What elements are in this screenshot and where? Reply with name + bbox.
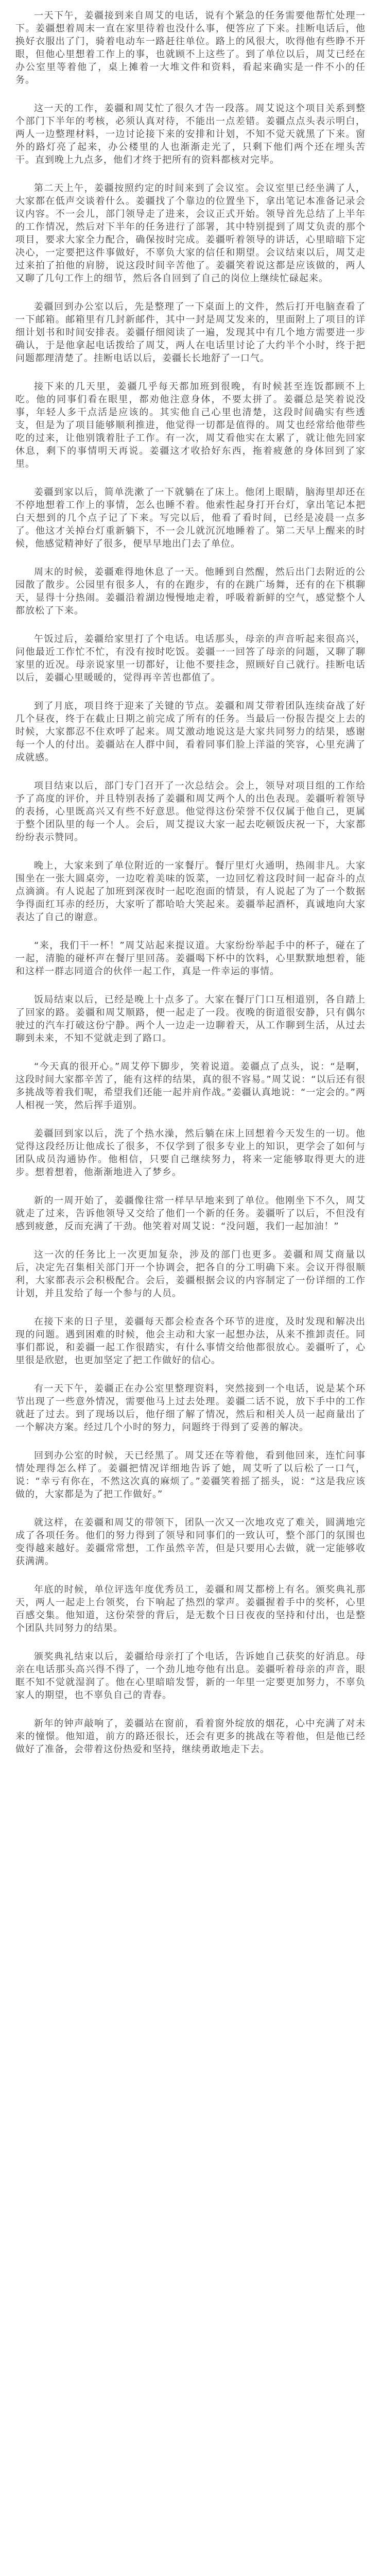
- paragraph: 项目结束以后，部门专门召开了一次总结会。会上，领导对项目组的工作给予了高度的评价，并且特别表扬了姜疆和周艾两个人的出色表现。姜疆听着领导的表扬，心里既高兴又有些不好意思。他觉得这份荣誉不仅仅属于他自己，更属于整个团队里的每一个人。会后，周艾提议大家一起去吃顿饭庆祝一下，大家都纷纷表示赞同。: [15, 781, 366, 843]
- paragraph: 姜疆回到家以后，洗了个热水澡，然后躺在床上回想着今天发生的一切。他觉得这段经历让他成长了很多，不仅学到了很多专业上的知识，更学会了如何与团队成员沟通协作。他相信，只要自己继续努力，将来一定能够取得更大的进步。想着想着，他渐渐地进入了梦乡。: [15, 1128, 366, 1178]
- paragraph: 午饭过后，姜疆给家里打了个电话。电话那头，母亲的声音听起来很高兴，问他最近工作忙不忙，有没有按时吃饭。姜疆一一回答了母亲的问题，又聊了聊家里的近况。母亲说家里一切都好，让他不要挂念，照顾好自己就行。挂断电话以后，姜疆心里暖暖的，觉得再辛苦也都值了。: [15, 634, 366, 683]
- paragraph: 接下来的几天里，姜疆几乎每天都加班到很晚，有时候甚至连饭都顾不上吃。他的同事们看在眼里，都劝他注意身体，不要太拼了。姜疆总是笑着说没事，年轻人多干点活是应该的。其实他自己心里也清楚，这段时间确实有些透支，但是为了项目能够顺利推进，他觉得一切都是值得的。周艾也经常给他带些吃的过来，让他别饿着肚子工作。有一次，周艾看他实在太累了，就让他先回家休息，剩下的事情明天再说。姜疆这才收拾好东西，拖着疲惫的身体回到了家里。: [15, 381, 366, 469]
- paragraph: 第二天上午，姜疆按照约定的时间来到了会议室。会议室里已经坐满了人，大家都在低声交谈着什么。姜疆找了个靠边的位置坐下，拿出笔记本准备记录会议内容。不一会儿，部门领导走了进来，会议正式开始。领导首先总结了上半年的工作情况，然后对下半年的任务进行了部署，其中特别提到了周艾负责的那个项目，要求大家全力配合，确保按时完成。姜疆听着领导的讲话，心里暗暗下定决心，一定要把这件事做好，不辜负大家的信任和期望。会议结束以后，周艾走过来拍了拍他的肩膀，说这段时间辛苦他了。姜疆笑着说这都是应该做的，两人又聊了几句工作上的细节，然后各自回到了自己的岗位上继续忙碌起来。: [15, 183, 366, 284]
- paragraph: 姜疆到家以后，简单洗漱了一下就躺在了床上。他闭上眼睛，脑海里却还在不停地想着工作上的事情，怎么也睡不着。他索性起身打开台灯，拿出笔记本把白天想到的几个点子记了下来。写完以后，他看了看时间，已经是凌晨一点多了。他这才关掉台灯重新躺下，不一会儿就沉沉地睡着了。第二天早上醒来的时候，他感觉精神好了很多，便早早地出门去了单位。: [15, 487, 366, 549]
- paragraph: 颁奖典礼结束以后，姜疆给母亲打了个电话，告诉她自己获奖的好消息。母亲在电话那头高兴得不得了，一个劲儿地夸他有出息。姜疆听着母亲的声音，眼眶不知不觉就湿润了。他在心里暗暗发誓，新的一年里一定要更加努力，不辜负家人的期望，也不辜负自己的青春。: [15, 1651, 366, 1701]
- paragraph: 姜疆回到办公室以后，先是整理了一下桌面上的文件，然后打开电脑查看了一下邮箱。邮箱里有几封新邮件，其中一封是周艾发来的，里面附上了项目的详细计划书和时间安排表。姜疆仔细阅读了一遍，发现其中有几个地方需要进一步确认，于是他拿起电话拨给了周艾，两人在电话里讨论了大约半个小时，终于把问题都理清楚了。挂断电话以后，姜疆长长地舒了一口气。: [15, 301, 366, 364]
- paragraph: 到了月底，项目终于迎来了关键的节点。姜疆和周艾带着团队连续奋战了好几个昼夜，终于在截止日期之前完成了所有的任务。当最后一份报告提交上去的时候，大家都忍不住欢呼了起来。周艾激动地说这是大家共同努力的结果，感谢每一个人的付出。姜疆站在人群中间，看着同事们脸上洋溢的笑容，心里充满了成就感。: [15, 701, 366, 763]
- paragraph: 在接下来的日子里，姜疆每天都会检查各个环节的进度，及时发现和解决出现的问题。遇到困难的时候，他会主动和大家一起想办法，从来不推卸责任。同事们都说，和姜疆一起工作很踏实，有什么事情交给他都很放心。姜疆听了，心里很是欣慰，也更加坚定了把工作做好的信心。: [15, 1316, 366, 1366]
- article-body: [15, 9, 366, 1756]
- paragraph: 这一次的任务比上一次更加复杂，涉及的部门也更多。姜疆和周艾商量以后，决定先召集相关部门开一个协调会，把各自的分工明确下来。会议开得很顺利，大家都表示会积极配合。会后，姜疆根据会议的内容制定了一份详细的工作计划，并且发给了每一个参与的人员。: [15, 1249, 366, 1299]
- paragraph: 年底的时候，单位评选年度优秀员工，姜疆和周艾都榜上有名。颁奖典礼那天，两人一起走上台领奖，台下响起了热烈的掌声。姜疆握着手中的奖杯，心里百感交集。他知道，这份荣誉的背后，是无数个日日夜夜的坚持和付出，也是整个团队共同努力的结果。: [15, 1584, 366, 1634]
- paragraph: 饭局结束以后，已经是晚上十点多了。大家在餐厅门口互相道别，各自踏上了回家的路。姜疆和周艾顺路，便一起走了一段。夜晚的街道很安静，只有偶尔驶过的汽车打破这份宁静。两个人一边走一边聊着天，从工作聊到生活，从过去聊到未来，不知不觉就走到了路口。: [15, 994, 366, 1044]
- paragraph: 有一天下午，姜疆正在办公室里整理资料，突然接到一个电话，说是某个环节出现了一些意外情况，需要他马上过去处理。姜疆二话不说，放下手中的工作就赶了过去。到了现场以后，他仔细了解了情况，然后和相关人员一起商量出了一个解决方案。经过几个小时的努力，问题终于得到了妥善的解决。: [15, 1383, 366, 1433]
- paragraph: 一天下午，姜疆接到来自周艾的电话，说有个紧急的任务需要他帮忙处理一下。姜疆想着周末一直在家里待着也没什么事，便答应了下来。挂断电话后，他换好衣服出了门，骑着电动车一路赶往单位。路上的风很大，吹得他有些睁不开眼，但他心里想着工作上的事，也就顾不上这些了。到了单位以后，周艾已经在办公室里等着他了，桌上摊着一大堆文件和资料，看起来确实是一件不小的任务。: [15, 10, 366, 86]
- paragraph: 回到办公室的时候，天已经黑了。周艾还在等着他，看到他回来，连忙问事情处理得怎么样了。姜疆把情况详细地告诉了她，周艾听了以后松了一口气，说：“幸亏有你在，不然这次真的麻烦了。”姜疆笑着摇了摇头，说：“这是我应该做的，大家都是为了把工作做好。”: [15, 1450, 366, 1500]
- paragraph: 这一天的工作，姜疆和周艾忙了很久才告一段落。周艾说这个项目关系到整个部门下半年的考核，必须认真对待，不能出一点差错。姜疆点点头表示明白，两人一边整理材料，一边讨论接下来的安排和计划，不知不觉天就黑了下来。窗外的路灯亮了起来，办公楼里的人也渐渐走光了，只剩下他们两个还在埋头苦干。直到晚上九点多，他们才终于把所有的资料都核对完毕。: [15, 103, 366, 165]
- paragraph: “来，我们干一杯！”周艾站起来提议道。大家纷纷举起手中的杯子，碰在了一起，清脆的碰杯声在餐厅里回荡。姜疆喝下杯中的饮料，心里默默地想着，能和这样一群志同道合的伙伴一起工作，真是一件幸运的事情。: [15, 940, 366, 977]
- paragraph: “今天真的很开心。”周艾停下脚步，笑着说道。姜疆点了点头，说：“是啊，这段时间大家都辛苦了，能有这样的结果，真的很不容易。”周艾说：“以后还有很多挑战等着我们呢，希望我们还能一起并肩作战。”姜疆认真地说：“一定会的。”两人相视一笑，然后挥手道别。: [15, 1061, 366, 1111]
- paragraph: 周末的时候，姜疆难得地休息了一天。他睡到自然醒，然后出门去附近的公园散了散步。公园里有很多人，有的在跑步，有的在跳广场舞，还有的在下棋聊天，显得十分热闹。姜疆沿着湖边慢慢地走着，呼吸着新鲜的空气，感觉整个人都放松了下来。: [15, 567, 366, 616]
- paragraph: 新年的钟声敲响了，姜疆站在窗前，看着窗外绽放的烟花，心中充满了对未来的憧憬。他知道，前方的路还很长，还会有更多的挑战在等着他，但是他已经做好了准备，会带着这份热爱和坚持，继续勇敢地走下去。: [15, 1718, 366, 1755]
- paragraph: 新的一周开始了，姜疆像往常一样早早地来到了单位。他刚坐下不久，周艾就走了过来，告诉他领导又交给了他们一个新的任务。姜疆听了以后，不但没有感到疲惫，反而充满了干劲。他笑着对周艾说：“没问题，我们一起加油！”: [15, 1195, 366, 1232]
- paragraph: 就这样，在姜疆和周艾的带领下，团队一次又一次地攻克了难关，圆满地完成了各项任务。他们的努力得到了领导和同事们的一致认可，整个部门的氛围也变得越来越好。姜疆常常想，工作虽然辛苦，但是只要用心去做，就一定能够收获满满。: [15, 1517, 366, 1567]
- paragraph: 晚上，大家来到了单位附近的一家餐厅。餐厅里灯火通明，热闹非凡。大家围坐在一张大圆桌旁，一边吃着美味的饭菜，一边回忆着这段时间一起奋斗的点点滴滴。有人说起了加班到深夜时一起吃泡面的情景，有人说起了为了一个数据争得面红耳赤的经历，大家听了都哈哈大笑起来。姜疆举起酒杯，真诚地向大家表达了自己的谢意。: [15, 860, 366, 923]
